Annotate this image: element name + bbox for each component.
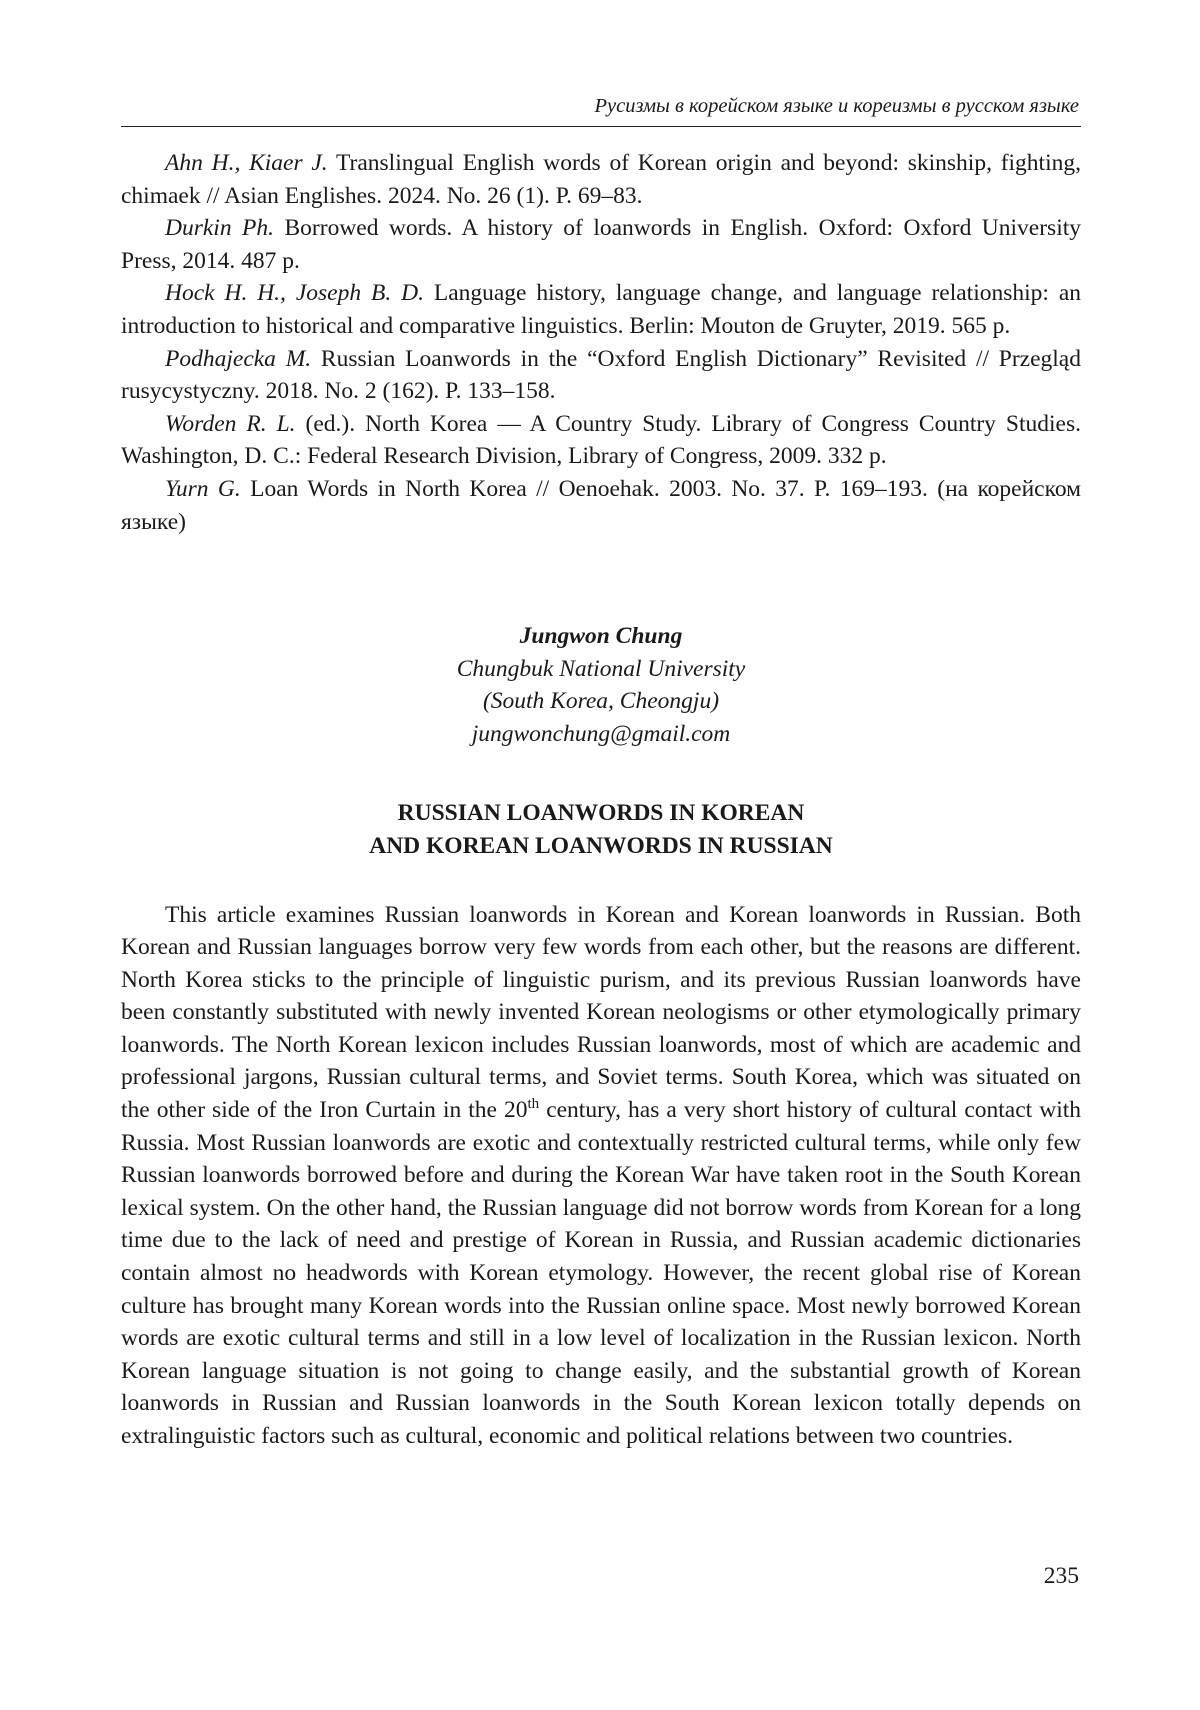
reference-text: Translingual English words of Korean origin and beyond: skinship, fighting, chimaek // Asian Englishes. 2024. No. 26 (1). P. 69–83. <box>121 150 1081 209</box>
reference-entry <box>121 408 1081 473</box>
reference-entry <box>121 212 1081 277</box>
reference-authors: Durkin Ph. <box>165 215 275 242</box>
reference-text: Language history, language change, and language relationship: an introduction to historical and comparative linguistics. Berlin: Mouton de Gruyter, 2019. 565 p. <box>121 280 1082 339</box>
reference-authors: Yurn G. <box>165 475 241 502</box>
abstract <box>121 899 1081 1453</box>
page-content <box>121 92 1081 1476</box>
reference-authors: Ahn H., Kiaer J. <box>165 150 328 176</box>
reference-authors: Hock H. H., Joseph B. D. <box>165 280 424 307</box>
reference-entry <box>121 343 1081 408</box>
page-number: 235 <box>1043 1563 1079 1589</box>
author-name: Jungwon Chung <box>519 623 683 650</box>
reference-text: Russian Loanwords in the “Oxford English Dictionary” Revisited // Przegląd rusycystyczny. 2018. No. 2 (162). P. 133–158. <box>121 345 1081 405</box>
abstract-text-part-2: century, has a very short history of cultural contact with Russia. Most Russian loanwords are exotic and contextually restricted cultural terms, while only few Russian loanwords borrowed before and during the Korean War have taken root in the South Korean lexical system. On the other hand, the Russian language did not borrow words from Korean for a long time due to the lack of need and prestige of Korean in Russia, and Russian academic dictionaries contain almost no headwords with Korean etymology. However, the recent global rise of Korean culture has brought many Korean words into the Russian online space. Most newly borrowed Korean words are exotic cultural terms and still in a low level of localization in the Russian lexicon. North Korean language situation is not going to change easily, and the substantial growth of Korean loanwords in Russian and Russian loanwords in the South Korean lexicon totally depends on extralinguistic factors such as cultural, economic and political relations between two countries. <box>121 1097 1082 1449</box>
reference-entry <box>121 147 1081 212</box>
reference-text: Borrowed words. A history of loanwords in English. Oxford: Oxford University Press, 2014. 487 p. <box>121 215 1082 274</box>
running-head: Русизмы в корейском языке и кореизмы в русском языке <box>121 92 1081 127</box>
article-title-line-2: AND KOREAN LOANWORDS IN RUSSIAN <box>369 832 833 859</box>
author-location: (South Korea, Cheongju) <box>482 688 720 715</box>
abstract-text-part-1: This article examines Russian loanwords in Korean and Korean loanwords in Russian. Both Korean and Russian languages borrow very few words from each other, but the reasons are different. North Korea sticks to the principle of linguistic purism, and its previous Russian loanwords have been constantly substituted with newly invented Korean neologisms or other etymologically primary loanwords. The North Korean lexicon includes Russian loanwords, most of which are academic and professional jargons, Russian cultural terms, and Soviet terms. South Korea, which was situated on the other side of the Iron Curtain in the 20 <box>121 901 1081 1124</box>
reference-authors: Worden R. L. <box>165 410 296 437</box>
reference-entry <box>121 473 1081 538</box>
reference-text: (ed.). North Korea — A Country Study. Library of Congress Country Studies. Washington, D. C.: Federal Research Division, Library of Congress, 2009. 332 p. <box>121 410 1082 470</box>
reference-entry <box>121 277 1081 342</box>
reference-text: Loan Words in North Korea // Oenoehak. 2003. No. 37. P. 169–193. (на корейском языке) <box>121 475 1081 535</box>
author-block <box>121 620 1081 750</box>
abstract-superscript: th <box>527 1096 540 1113</box>
reference-authors: Podhajecka M. <box>165 345 312 372</box>
reference-list <box>121 147 1081 538</box>
article-title-line-1: RUSSIAN LOANWORDS IN KOREAN <box>397 799 805 826</box>
author-affiliation: Chungbuk National University <box>456 655 746 682</box>
author-email: jungwonchung@gmail.com <box>471 720 731 747</box>
article-title <box>121 797 1081 863</box>
